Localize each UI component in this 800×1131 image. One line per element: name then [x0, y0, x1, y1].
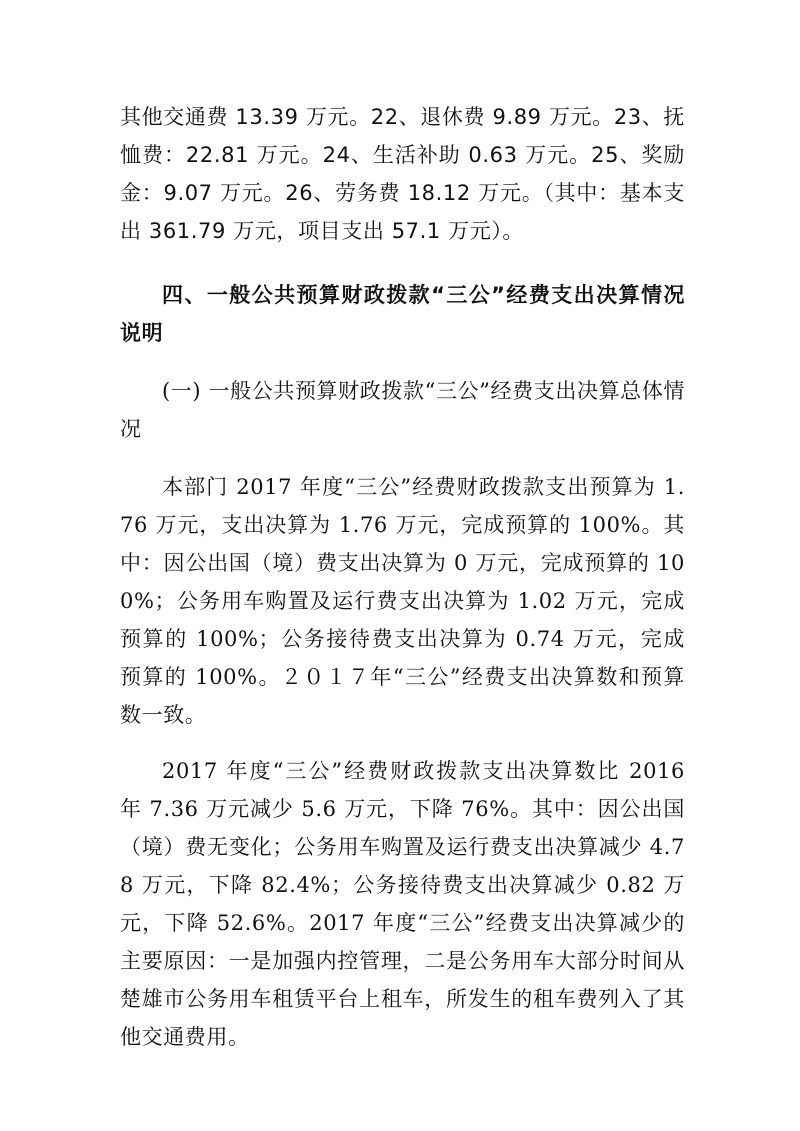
paragraph-budget-overview: 本部门 2017 年度“三公”经费财政拨款支出预算为 1.76 万元，支出决算为 1.76 万元，完成预算的 100%。其中：因公出国（境）费支出决算为 0 万元，完成预算的 100%；公务用车购置及运行费支出决算为 1.02 万元，完成预算的 100%；公务接待费支出决算为 0.74 万元，完成预算的 100%。２０１７年“三公”经费支出决算数和预算数一致。 — [120, 475, 685, 727]
paragraph-year-comparison: 2017 年度“三公”经费财政拨款支出决算数比 2016 年 7.36 万元减少 5.6 万元，下降 76%。其中：因公出国（境）费无变化；公务用车购置及运行费支出决算减少 4.78 万元，下降 82.4%；公务接待费支出决算减少 0.82 万元，下降 52.6%。2017 年度“三公”经费支出决算减少的主要原因：一是加强内控管理，二是公务用车大部分时间从楚雄市公务用车租赁平台上租车，所发生的租车费列入了其他交通费用。 — [120, 759, 685, 1049]
section-heading: 四、一般公共预算财政拨款“三公”经费支出决算情况说明 — [120, 283, 685, 345]
paragraph-expense-list: 其他交通费 13.39 万元。22、退休费 9.89 万元。23、抚恤费：22.81 万元。24、生活补助 0.63 万元。25、奖励金：9.07 万元。26、劳务费 18.12 万元。（其中：基本支出 361.79 万元，项目支出 57.1 万元）。 — [120, 105, 685, 243]
document-content — [120, 98, 685, 1056]
subsection-heading: (一) 一般公共预算财政拨款“三公”经费支出决算总体情况 — [120, 379, 685, 441]
